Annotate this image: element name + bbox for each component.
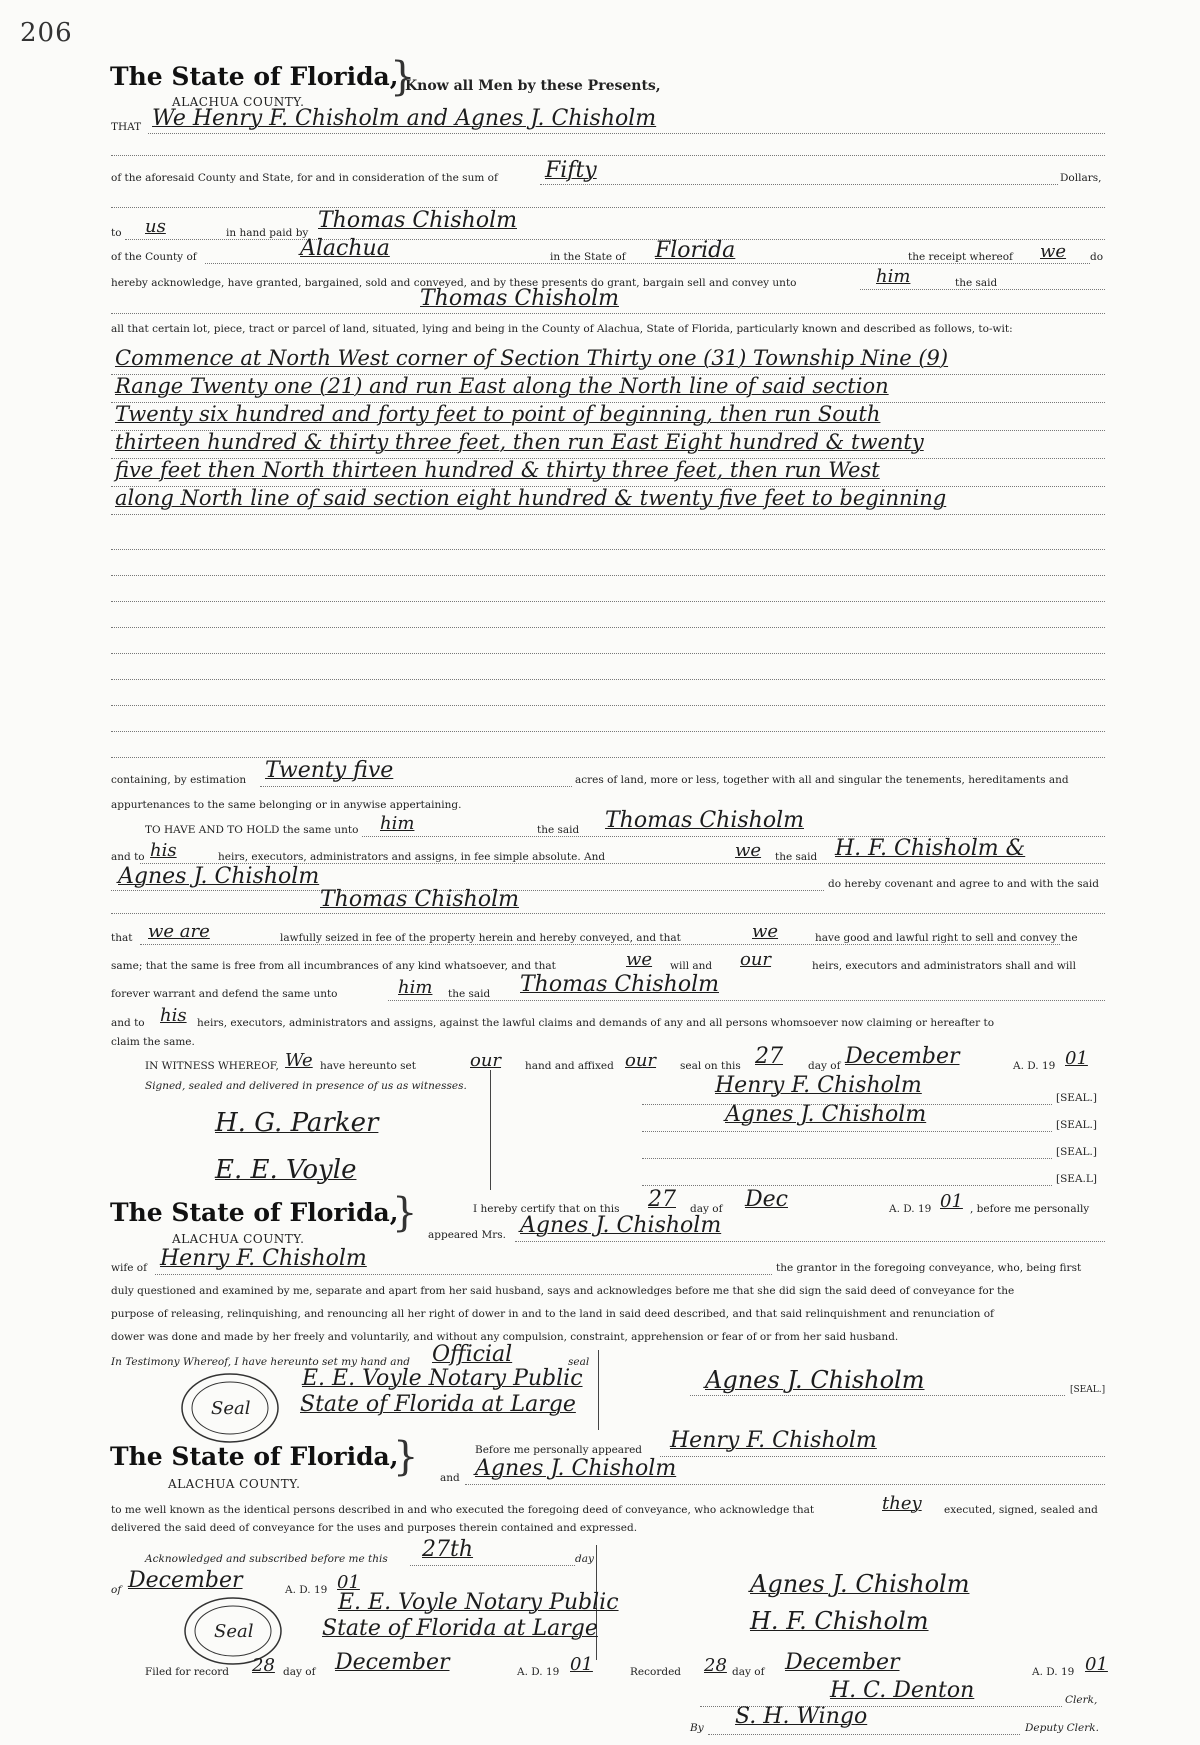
cert2-signature: Agnes J. Chisholm bbox=[750, 1570, 970, 1598]
state-value: Florida bbox=[655, 238, 736, 263]
label-the-said: the said bbox=[955, 277, 998, 289]
divider bbox=[598, 1350, 599, 1430]
witness-day-of: day of bbox=[808, 1060, 841, 1072]
witness-signature: H. G. Parker bbox=[215, 1108, 379, 1138]
rule bbox=[205, 263, 1090, 264]
description-line: Twenty six hundred and forty feet to point of beginning, then run South bbox=[115, 402, 881, 426]
rule bbox=[690, 1395, 1065, 1396]
cert1-signature: Agnes J. Chisholm bbox=[705, 1366, 925, 1394]
cert2-they: they bbox=[882, 1493, 922, 1514]
label-that2: that bbox=[111, 932, 133, 944]
signed-text: Signed, sealed and delivered in presence of us as witnesses. bbox=[145, 1080, 467, 1092]
habendum-grantee-3: Thomas Chisholm bbox=[520, 972, 719, 997]
cert1-official: Official bbox=[432, 1342, 513, 1367]
description-line: Range Twenty one (21) and run East along the North line of said section bbox=[115, 374, 889, 398]
cert1-appeared: appeared Mrs. bbox=[428, 1229, 506, 1241]
recorded-ad: A. D. 19 bbox=[1032, 1666, 1075, 1678]
rule bbox=[111, 575, 1105, 576]
cert2-before: Before me personally appeared bbox=[475, 1444, 643, 1456]
rule bbox=[111, 458, 1105, 459]
cert2-notary-1: E. E. Voyle Notary Public bbox=[338, 1590, 619, 1615]
label-consideration: of the aforesaid County and State, for and in consideration of the sum of bbox=[111, 172, 498, 184]
cert1-p1: duly questioned and examined by me, separate and apart from her said husband, says and acknowledges before me that she did sign the said deed of conveyance for the bbox=[111, 1285, 1015, 1297]
rule bbox=[410, 1565, 575, 1566]
rule bbox=[660, 1456, 1105, 1457]
rule bbox=[515, 1241, 1105, 1242]
label-dollars: Dollars, bbox=[1060, 172, 1102, 184]
recorded-day: 28 bbox=[704, 1655, 727, 1676]
cert2-p2: delivered the said deed of conveyance for the uses and purposes therein contained and expressed. bbox=[111, 1522, 638, 1534]
filed-day-of: day of bbox=[283, 1666, 316, 1678]
heirs-text2: heirs, executors and administrators shall and will bbox=[812, 960, 1076, 972]
rule bbox=[642, 1185, 1052, 1186]
know-all-men: Know all Men by these Presents, bbox=[405, 78, 661, 94]
witness-seal-on: seal on this bbox=[680, 1060, 741, 1072]
cert2-ack: Acknowledged and subscribed before me this bbox=[145, 1553, 388, 1565]
cert1-year: 01 bbox=[940, 1191, 963, 1212]
cert1-p2: purpose of releasing, relinquishing, and renouncing all her right of dower in and to the land in said deed described, and that said relinquishment and renunciation of bbox=[111, 1308, 994, 1320]
cert1-notary-1: E. E. Voyle Notary Public bbox=[302, 1366, 583, 1391]
grantor-signature: Agnes J. Chisholm bbox=[725, 1102, 927, 1127]
witness-have-set: have hereunto set bbox=[320, 1060, 416, 1072]
rule bbox=[111, 653, 1105, 654]
cert1-husband: Henry F. Chisholm bbox=[160, 1246, 367, 1271]
grantor-signature: Henry F. Chisholm bbox=[715, 1073, 922, 1098]
seal-label: [SEAL.] bbox=[1056, 1146, 1097, 1158]
label-county-of: of the County of bbox=[111, 251, 197, 263]
rule bbox=[155, 1274, 772, 1275]
filed-day: 28 bbox=[252, 1655, 275, 1676]
filed-year: 01 bbox=[570, 1654, 593, 1675]
cert1-ad: A. D. 19 bbox=[889, 1203, 932, 1215]
sum-value: Fifty bbox=[545, 158, 597, 183]
description-line: Commence at North West corner of Section Thirty one (31) Township Nine (9) bbox=[115, 346, 949, 370]
county-heading: ALACHUA COUNTY. bbox=[172, 1232, 305, 1246]
label-said2: the said bbox=[775, 851, 818, 863]
rule bbox=[111, 514, 1105, 515]
cert2-p1: to me well known as the identical persons described in and who executed the foregoing deed of conveyance, who acknowledge that bbox=[111, 1504, 815, 1516]
seal-label: [SEAL.] bbox=[1056, 1092, 1097, 1104]
cert2-ad: A. D. 19 bbox=[285, 1584, 328, 1596]
description-line: along North line of said section eight hundred & twenty five feet to beginning bbox=[115, 486, 947, 510]
rule bbox=[140, 944, 1060, 945]
rule bbox=[642, 1131, 1052, 1132]
grantee-name: Thomas Chisholm bbox=[318, 208, 517, 233]
witness-ad: A. D. 19 bbox=[1013, 1060, 1056, 1072]
clerk-signature: H. C. Denton bbox=[830, 1678, 975, 1703]
rule bbox=[111, 913, 1105, 914]
cert1-seal: [SEAL.] bbox=[1070, 1385, 1106, 1395]
habendum-grantors-1: H. F. Chisholm & bbox=[835, 836, 1026, 861]
habendum-him: him bbox=[398, 977, 433, 998]
cert1-mrs: Agnes J. Chisholm bbox=[520, 1213, 722, 1238]
habendum-our: our bbox=[740, 949, 772, 970]
recorded-day-of: day of bbox=[732, 1666, 765, 1678]
cert2-notary-2: State of Florida at Large bbox=[322, 1616, 598, 1641]
habendum-grantors-2: Agnes J. Chisholm bbox=[118, 864, 320, 889]
covenant-text: do hereby covenant and agree to and with the said bbox=[828, 878, 1100, 890]
rule bbox=[111, 731, 1105, 732]
witness-month: December bbox=[845, 1044, 960, 1069]
cert2-year: 01 bbox=[337, 1572, 360, 1593]
brace: } bbox=[392, 1190, 418, 1236]
receipt-pronoun: we bbox=[1040, 241, 1067, 262]
witness-hand: hand and affixed bbox=[525, 1060, 614, 1072]
rule bbox=[111, 155, 1105, 156]
will-and: will and bbox=[670, 960, 713, 972]
cert2-month: December bbox=[128, 1568, 243, 1593]
description-line: thirteen hundred & thirty three feet, then run East Eight hundred & twenty bbox=[115, 430, 924, 454]
deputy-signature: S. H. Wingo bbox=[735, 1704, 868, 1729]
label-receipt: the receipt whereof bbox=[908, 251, 1013, 263]
rule bbox=[111, 402, 1105, 403]
label-containing: containing, by estimation bbox=[111, 774, 247, 786]
rule bbox=[111, 486, 1105, 487]
cert1-before-me: , before me personally bbox=[970, 1203, 1090, 1215]
cert1-certify: I hereby certify that on this bbox=[473, 1203, 620, 1215]
cert1-testimony: In Testimony Whereof, I have hereunto set my hand and bbox=[111, 1356, 411, 1368]
habendum-we2: we bbox=[752, 921, 779, 942]
rule bbox=[642, 1104, 1052, 1105]
rule bbox=[111, 679, 1105, 680]
grantee-repeat: Thomas Chisholm bbox=[420, 286, 619, 311]
cert2-person2: Agnes J. Chisholm bbox=[475, 1456, 677, 1481]
to-value: us bbox=[145, 216, 166, 237]
filed-ad: A. D. 19 bbox=[517, 1666, 560, 1678]
cert2-person1: Henry F. Chisholm bbox=[670, 1428, 877, 1453]
seized-text: lawfully seized in fee of the property herein and hereby conveyed, and that bbox=[280, 932, 681, 944]
habendum-unto: him bbox=[380, 813, 415, 834]
ack-text: hereby acknowledge, have granted, bargained, sold and conveyed, and by these presents do grant, bargain sell and convey unto bbox=[111, 277, 797, 289]
clerk-label: Clerk, bbox=[1065, 1694, 1098, 1706]
forever-text: forever warrant and defend the same unto bbox=[111, 988, 338, 1000]
label-that: THAT bbox=[111, 121, 142, 133]
habendum-his: his bbox=[150, 840, 177, 861]
brace: } bbox=[390, 54, 416, 100]
label-paid-by: in hand paid by bbox=[226, 227, 309, 239]
rule bbox=[260, 786, 572, 787]
habendum-we3: we bbox=[626, 949, 653, 970]
cert2-day-word: day bbox=[575, 1553, 594, 1565]
deputy-label: Deputy Clerk. bbox=[1025, 1722, 1099, 1734]
cert1-seal-word: seal bbox=[568, 1356, 590, 1368]
cert1-day-of: day of bbox=[690, 1203, 723, 1215]
recorded-year: 01 bbox=[1085, 1654, 1108, 1675]
label-to: to bbox=[111, 227, 122, 239]
label-and-to: and to bbox=[111, 851, 145, 863]
appurtenances: appurtenances to the same belonging or in anywise appertaining. bbox=[111, 799, 462, 811]
rule bbox=[111, 549, 1105, 550]
claims-text: heirs, executors, administrators and assigns, against the lawful claims and demands of any and all persons whomsoever now claiming or hereafter to bbox=[197, 1017, 995, 1029]
brace: } bbox=[393, 1434, 419, 1480]
land-intro: all that certain lot, piece, tract or parcel of land, situated, lying and being in the County of Alachua, State of Florida, particularly known and described as follows, to-wit: bbox=[111, 323, 1013, 335]
county-heading: ALACHUA COUNTY. bbox=[172, 95, 305, 109]
label-said: the said bbox=[537, 824, 580, 836]
rule bbox=[111, 207, 1105, 208]
witness-day: 27 bbox=[755, 1044, 783, 1069]
heirs-text: heirs, executors, administrators and assigns, in fee simple absolute. And bbox=[218, 851, 606, 863]
rule bbox=[111, 430, 1105, 431]
cert2-of: of bbox=[111, 1584, 122, 1596]
notary-seal-stamp-icon bbox=[175, 1368, 285, 1448]
rule bbox=[148, 133, 1105, 134]
right-text: have good and lawful right to sell and convey the bbox=[815, 932, 1078, 944]
witness-year: 01 bbox=[1065, 1048, 1088, 1069]
cert2-and: and bbox=[440, 1472, 460, 1484]
seal-label: [SEAL.] bbox=[1056, 1119, 1097, 1131]
witness-our1: our bbox=[470, 1050, 502, 1071]
seal-stamp-text: Seal bbox=[214, 1621, 254, 1642]
state-heading: The State of Florida, bbox=[110, 1442, 399, 1471]
rule bbox=[388, 1000, 1105, 1001]
rule bbox=[125, 239, 1105, 240]
rule bbox=[465, 1484, 1105, 1485]
witness-our2: our bbox=[625, 1050, 657, 1071]
page-number: 206 bbox=[20, 18, 73, 48]
state-heading: The State of Florida, bbox=[110, 62, 399, 91]
state-heading: The State of Florida, bbox=[110, 1198, 399, 1227]
claim-text: claim the same. bbox=[111, 1036, 195, 1048]
and-to2: and to bbox=[111, 1017, 145, 1029]
seal-stamp-text: Seal bbox=[211, 1398, 251, 1419]
rule bbox=[111, 757, 1105, 758]
cert1-month: Dec bbox=[745, 1187, 788, 1212]
filed-label: Filed for record bbox=[145, 1666, 230, 1678]
rule bbox=[111, 627, 1105, 628]
county-heading: ALACHUA COUNTY. bbox=[168, 1477, 301, 1491]
rule bbox=[540, 184, 1058, 185]
cert2-day: 27th bbox=[422, 1537, 474, 1562]
habendum-grantee: Thomas Chisholm bbox=[605, 808, 804, 833]
habendum-grantee-2: Thomas Chisholm bbox=[320, 887, 519, 912]
label-to-have: TO HAVE AND TO HOLD the same unto bbox=[145, 824, 359, 836]
habendum-we-are: we are bbox=[148, 921, 210, 942]
cert1-grantor-text: the grantor in the foregoing conveyance, who, being first bbox=[776, 1262, 1082, 1274]
rule bbox=[860, 289, 1105, 290]
rule bbox=[111, 601, 1105, 602]
recorded-month: December bbox=[785, 1650, 900, 1675]
free-text: same; that the same is free from all incumbrances of any kind whatsoever, and that bbox=[111, 960, 556, 972]
cert1-day: 27 bbox=[648, 1187, 676, 1212]
county-value: Alachua bbox=[300, 236, 390, 261]
filed-month: December bbox=[335, 1650, 450, 1675]
by-label: By bbox=[690, 1722, 704, 1734]
rule bbox=[708, 1734, 1020, 1735]
rule bbox=[111, 313, 1105, 314]
cert1-notary-2: State of Florida at Large bbox=[300, 1392, 576, 1417]
grantor-names: We Henry F. Chisholm and Agnes J. Chisholm bbox=[152, 106, 657, 131]
witness-we: We bbox=[285, 1050, 313, 1071]
seal-label: [SEA.L] bbox=[1056, 1173, 1097, 1185]
description-line: five feet then North thirteen hundred & thirty three feet, then run West bbox=[115, 458, 880, 482]
cert2-p1b: executed, signed, sealed and bbox=[944, 1504, 1098, 1516]
acres-value: Twenty five bbox=[265, 758, 394, 783]
cert2-signature: H. F. Chisholm bbox=[750, 1607, 929, 1635]
rule bbox=[642, 1158, 1052, 1159]
divider bbox=[490, 1070, 491, 1190]
cert1-p3: dower was done and made by her freely and voluntarily, and without any compulsion, constraint, apprehension or fear of or from her said husband. bbox=[111, 1331, 899, 1343]
habendum-we: we bbox=[735, 840, 762, 861]
cert1-wife-of: wife of bbox=[111, 1262, 147, 1274]
acres-text: acres of land, more or less, together with all and singular the tenements, hereditaments and bbox=[575, 774, 1069, 786]
rule bbox=[111, 705, 1105, 706]
label-do: do bbox=[1090, 251, 1104, 263]
convey-unto: him bbox=[876, 266, 911, 287]
witness-label: IN WITNESS WHEREOF, bbox=[145, 1060, 279, 1072]
label-said3: the said bbox=[448, 988, 491, 1000]
rule bbox=[111, 374, 1105, 375]
habendum-his2: his bbox=[160, 1005, 187, 1026]
label-state-of: in the State of bbox=[550, 251, 626, 263]
recorded-label: Recorded bbox=[630, 1666, 681, 1678]
witness-signature: E. E. Voyle bbox=[215, 1155, 357, 1185]
